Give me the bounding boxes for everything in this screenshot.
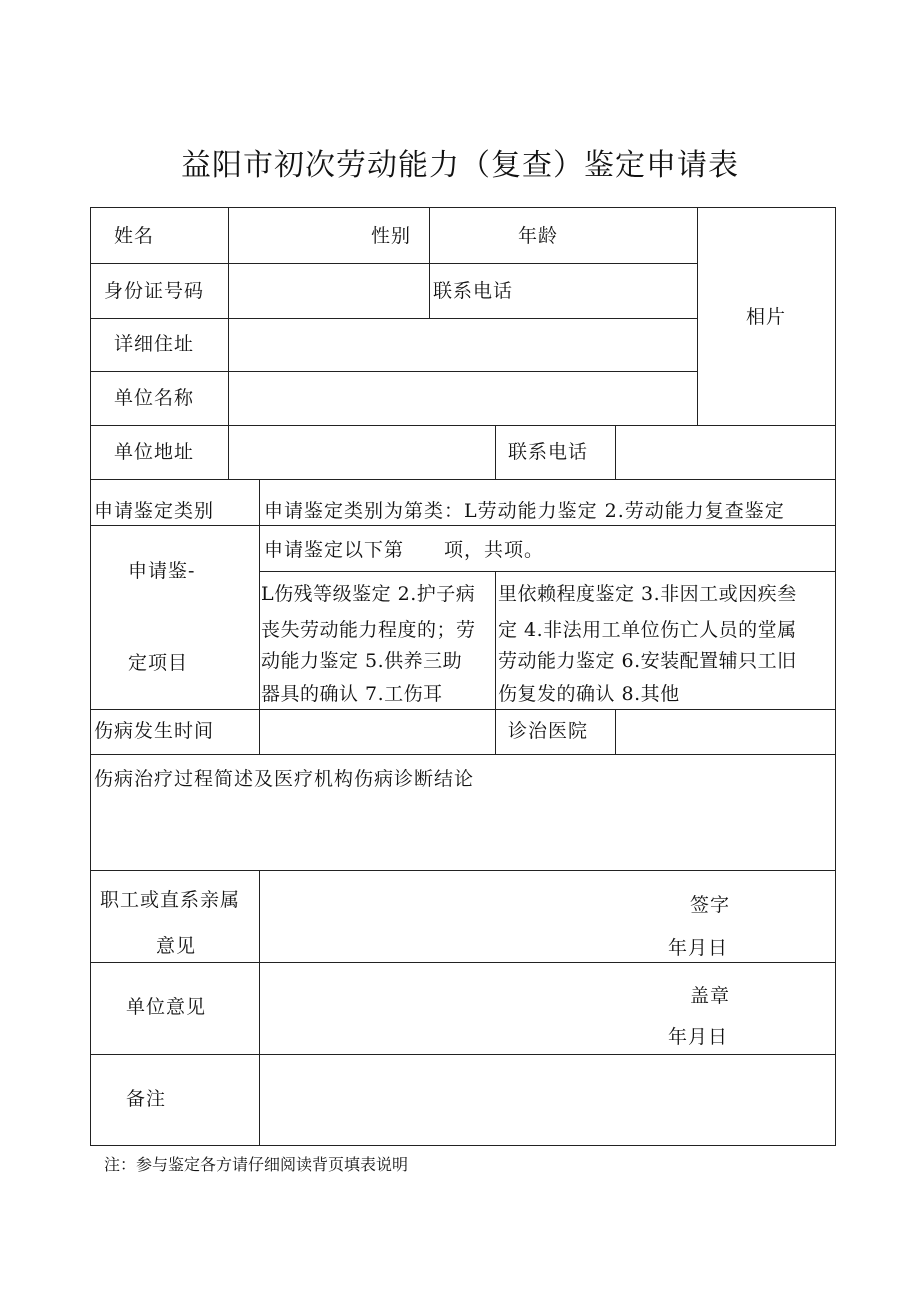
phone-label: 联系电话: [433, 280, 514, 302]
items-right-line: 里依赖程度鉴定 3.非因工或因疾叁: [498, 583, 797, 605]
column-divider: [429, 207, 430, 318]
remarks-label: 备注: [126, 1088, 167, 1110]
items-left-line: 器具的确认 7.工伤耳: [261, 683, 443, 705]
items-right-line: 伤复发的确认 8.其他: [498, 683, 680, 705]
column-divider: [495, 425, 496, 479]
row-divider: [90, 870, 836, 871]
items-left-line: L伤残等级鉴定 2.护子病: [261, 583, 476, 605]
row-divider: [90, 263, 698, 264]
row-divider: [259, 571, 836, 572]
column-divider: [259, 479, 260, 754]
row-divider: [90, 709, 836, 710]
column-divider: [228, 207, 229, 479]
row-divider: [90, 425, 836, 426]
seal-label: 盖章: [690, 985, 731, 1007]
signature-label: 签字: [690, 894, 731, 916]
name-label: 姓名: [114, 225, 155, 247]
table-border-bottom: [90, 1145, 836, 1146]
row-divider: [90, 962, 836, 963]
column-divider: [697, 207, 698, 425]
page-title: 益阳市初次劳动能力（复查）鉴定申请表: [181, 148, 739, 183]
worker-opinion-label-line2: 意见: [156, 935, 197, 957]
items-left-line: 丧失劳动能力程度的；劳: [261, 619, 476, 641]
injury-time-label: 伤病发生时间: [94, 720, 215, 742]
employer-phone-label: 联系电话: [508, 441, 589, 463]
hospital-label: 诊治医院: [508, 720, 589, 742]
employer-date-label: 年月日: [668, 1026, 729, 1048]
table-border-left: [90, 207, 91, 1146]
items-right-line: 劳动能力鉴定 6.安装配置辅只工旧: [498, 650, 797, 672]
items-left-line: 动能力鉴定 5.供养三助: [261, 650, 463, 672]
worker-date-label: 年月日: [668, 937, 729, 959]
items-header: 申请鉴定以下第 项，共项。: [264, 539, 545, 561]
items-label-bottom: 定项目: [128, 652, 189, 674]
row-divider: [90, 1054, 836, 1055]
column-divider: [259, 870, 260, 1146]
column-divider: [615, 425, 616, 479]
age-label: 年龄: [518, 225, 559, 247]
employer-name-label: 单位名称: [114, 387, 195, 409]
id-number-label: 身份证号码: [104, 280, 205, 302]
photo-label: 相片: [746, 306, 787, 328]
row-divider: [90, 318, 698, 319]
address-label: 详细住址: [114, 333, 195, 355]
row-divider: [90, 754, 836, 755]
items-label-top: 申请鉴-: [128, 560, 196, 582]
category-label: 申请鉴定类别: [94, 500, 215, 522]
gender-label: 性别: [371, 225, 412, 247]
employer-address-label: 单位地址: [114, 441, 195, 463]
employer-opinion-label: 单位意见: [126, 996, 207, 1018]
row-divider: [90, 525, 836, 526]
items-right-line: 定 4.非法用工单位伤亡人员的堂属: [498, 619, 797, 641]
row-divider: [90, 371, 698, 372]
table-border-right: [835, 207, 836, 1146]
worker-opinion-label-line1: 职工或直系亲属: [100, 889, 241, 911]
treatment-summary-label: 伤病治疗过程简述及医疗机构伤病诊断结论: [94, 768, 475, 790]
row-divider: [90, 479, 836, 480]
table-border-top: [90, 207, 836, 208]
column-divider: [615, 709, 616, 754]
footnote: 注：参与鉴定各方请仔细阅读背页填表说明: [104, 1155, 409, 1174]
category-text: 申请鉴定类别为第类：L劳动能力鉴定 2.劳动能力复查鉴定: [264, 500, 785, 522]
column-divider: [495, 571, 496, 754]
